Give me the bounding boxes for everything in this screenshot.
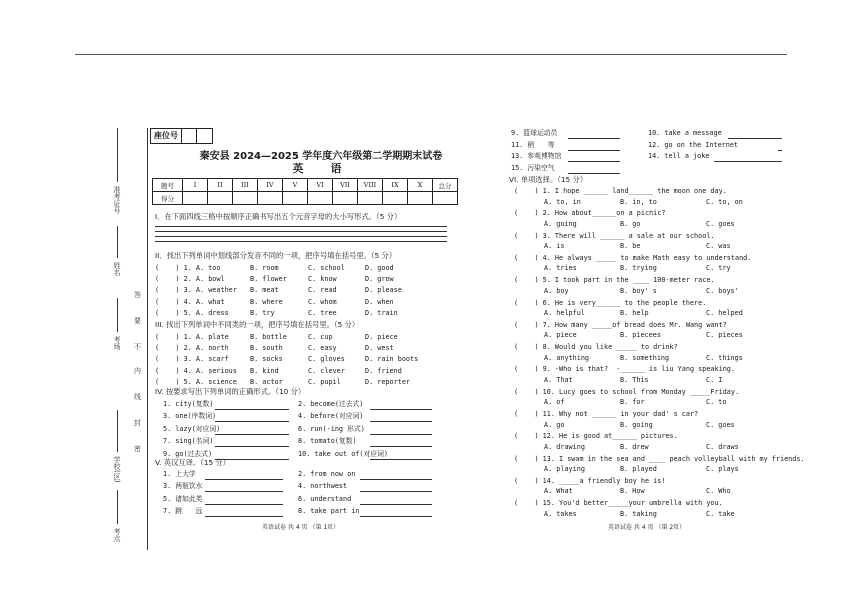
answer-blank[interactable] (370, 421, 432, 422)
seat-number-box (150, 128, 213, 144)
choice-question: ( ) 13. I swam in the sea and ____ peach volleyball with my friends. (514, 454, 805, 463)
choice-question: ( ) 2. How about______on a picnic? (514, 209, 666, 218)
translation-item: 3. 两瓶饮水 (163, 482, 203, 491)
seal-char: 内 (134, 367, 141, 375)
question-item: ( ) 5. A. science (155, 377, 237, 386)
score-cell[interactable] (183, 192, 208, 205)
answer-blank[interactable] (370, 409, 432, 410)
translation-item: 14. tell a joke (648, 152, 710, 161)
question-item: ( ) 2. A. bowl (155, 275, 225, 284)
choice-option[interactable]: C. to, on (706, 197, 743, 206)
option-item: C. tree (308, 308, 337, 317)
word-form-item: 5. lazy(对应词) (163, 424, 221, 433)
choice-option[interactable]: B. drew (620, 442, 649, 451)
choice-option[interactable]: C. was (706, 242, 731, 251)
option-item: B. kind (250, 366, 279, 375)
choice-option[interactable]: C. to (706, 398, 727, 407)
option-item: D. train (365, 308, 398, 317)
answer-blank[interactable] (360, 516, 432, 517)
choice-option[interactable]: C. plays (706, 465, 739, 474)
question-item: ( ) 3. A. scarf (155, 355, 229, 364)
score-header-row (153, 179, 458, 192)
choice-option[interactable]: B. for (620, 398, 645, 407)
word-form-item: 7. sing(名词) (163, 437, 214, 446)
choice-option[interactable]: A. of (544, 398, 565, 407)
question-item: ( ) 2. A. north (155, 344, 229, 353)
score-header-cell: V (283, 179, 308, 192)
answer-blank[interactable] (360, 504, 432, 505)
option-item: D. reporter (365, 377, 411, 386)
exam-number-label: 准考证号 (113, 186, 121, 214)
choice-question: ( ) 3. There will ______ a sale at our school. (514, 231, 715, 240)
score-header-cell: IX (383, 179, 408, 192)
answer-blank[interactable] (205, 504, 283, 505)
exam-number-line (117, 128, 118, 182)
choice-option[interactable]: A. drawing (544, 442, 585, 451)
translation-item: 1. 上大学 (163, 470, 196, 478)
answer-blank[interactable] (370, 434, 432, 435)
option-item: B. actor (250, 377, 283, 386)
score-row-label: 得分 (153, 192, 183, 205)
option-item: D. grow (365, 275, 394, 284)
score-cell[interactable] (408, 192, 433, 205)
choice-question: ( ) 1. I hope ______ land______ the moon one day. (514, 187, 727, 195)
score-cell[interactable] (233, 192, 258, 205)
score-cell[interactable] (283, 192, 308, 205)
answer-blank[interactable] (205, 516, 283, 517)
four-line-grid-line (155, 231, 447, 232)
seal-char: 封 (134, 419, 141, 427)
seat-cell[interactable] (182, 129, 197, 143)
answer-blank[interactable] (360, 491, 432, 492)
section-6-heading: VI. 单项选择。（15 分） (509, 175, 588, 184)
name-line (117, 226, 118, 258)
option-item: B. try (250, 308, 275, 317)
option-item: C. pupil (308, 377, 341, 386)
option-item: B. flower (250, 275, 287, 284)
choice-option[interactable]: A. That (544, 375, 573, 384)
translation-item: 8. take part in (298, 507, 360, 516)
name-label: 姓名 (113, 262, 121, 276)
seal-char: 线 (134, 393, 141, 401)
answer-blank[interactable] (568, 138, 620, 139)
option-item: B. where (250, 297, 283, 306)
site-label: 考点 (113, 528, 121, 542)
room-line (117, 298, 118, 332)
option-item: B. socks (250, 355, 283, 364)
choice-option[interactable]: C. helped (706, 309, 743, 317)
answer-blank[interactable] (370, 446, 432, 447)
choice-option[interactable]: A. takes (544, 509, 577, 518)
choice-question: ( ) 5. I took part in the ____ 100-meter race. (514, 276, 715, 285)
subject-title: 英 语 (292, 162, 350, 175)
seal-char: 密 (134, 445, 141, 453)
exam-title: 秦安县 2024—2025 学年度六年级第二学期期末试卷 (199, 151, 443, 162)
school-line (117, 410, 118, 452)
answer-blank[interactable] (568, 150, 620, 151)
choice-option[interactable]: A. piece (544, 331, 577, 340)
score-header-cell: III (233, 179, 258, 192)
binding-line (147, 128, 148, 550)
option-item: D. please (365, 286, 402, 295)
answer-blank[interactable] (360, 479, 432, 480)
question-item: ( ) 4. A. serious (155, 366, 237, 375)
word-form-item: 8. tomato(复数) (298, 437, 357, 446)
choice-question: ( ) 9. -Who is that? -______ is liu Yang speaking. (514, 365, 735, 374)
option-item: C. cup (308, 333, 333, 341)
choice-option[interactable]: B. go (620, 219, 641, 228)
answer-blank[interactable] (728, 138, 782, 139)
choice-option[interactable]: B. How (620, 487, 645, 496)
school-label: 学校(区) (113, 456, 121, 483)
choice-option[interactable]: B. in, to (620, 197, 657, 206)
choice-option[interactable]: A. going (544, 219, 577, 228)
top-rule (75, 54, 787, 55)
choice-option[interactable]: B. going (620, 420, 653, 429)
option-item: C. read (308, 286, 337, 295)
choice-option[interactable]: C. goes (706, 420, 735, 429)
option-item: C. school (308, 264, 345, 272)
four-line-grid-line (155, 226, 447, 227)
word-form-item: 10. take out of(对应词) (298, 449, 388, 458)
answer-blank[interactable] (215, 434, 289, 435)
seat-cell[interactable] (197, 129, 212, 143)
choice-option[interactable]: C. draws (706, 442, 739, 451)
choice-option[interactable]: A. anything (544, 353, 590, 362)
score-header-cell: IV (258, 179, 283, 192)
option-item: D. piece (365, 333, 398, 341)
choice-question: ( ) 4. He always _____ to make Math easy to understand. (514, 253, 752, 262)
option-item: D. rain boots (365, 355, 419, 364)
site-line (117, 490, 118, 524)
score-header-cell: VI (308, 179, 333, 192)
score-cell[interactable] (308, 192, 333, 205)
translation-item: 6. understand (298, 494, 352, 503)
choice-option[interactable]: C. Who (706, 487, 731, 496)
answer-blank[interactable] (568, 173, 620, 174)
choice-question: ( ) 6. He is very______ to the people there. (514, 298, 707, 307)
score-header-cell: X (408, 179, 433, 192)
choice-option[interactable]: C. goes (706, 219, 735, 228)
choice-option[interactable]: C. pieces (706, 331, 743, 340)
word-form-item: 6. run(-ing 形式) (298, 424, 365, 433)
option-item: B. meat (250, 286, 279, 295)
score-cell[interactable] (333, 192, 358, 205)
score-row (153, 192, 458, 205)
section-4-heading: IV. 按要求写出下列单词的正确形式。（10 分） (155, 387, 306, 396)
word-form-item: 2. become(过去式) (298, 400, 364, 408)
choice-option[interactable]: B. This (620, 375, 649, 384)
question-item: ( ) 4. A. what (155, 297, 225, 306)
section-2-heading: II．找出下列单词中划线部分发音不同的一项，把序号填在括号里。（5 分） (155, 251, 397, 260)
question-item: ( ) 1. A. plate (155, 333, 229, 341)
choice-option[interactable]: C. things (706, 353, 743, 362)
score-header-cell: 总分 (433, 179, 458, 192)
score-cell[interactable] (358, 192, 383, 205)
choice-question: ( ) 12. He is good at______ pictures. (514, 432, 678, 441)
score-cell[interactable] (208, 192, 233, 205)
choice-option[interactable]: B. played (620, 465, 657, 474)
four-line-grid-line (155, 241, 447, 242)
score-header-cell: VIII (358, 179, 383, 192)
option-item: B. south (250, 344, 283, 353)
choice-question: ( ) 11. Why not ______ in your dad' s car? (514, 410, 699, 418)
choice-option[interactable]: A. to, in (544, 197, 581, 206)
option-item: C. easy (308, 344, 337, 353)
translation-item: 13. 参观博物馆 (511, 152, 562, 161)
option-item: D. good (365, 264, 394, 272)
answer-blank[interactable] (215, 421, 289, 422)
page-footer-right: 英语试卷 共 4 页 （第 2页） (608, 524, 686, 531)
choice-option[interactable]: A. go (544, 420, 565, 429)
choice-option[interactable]: B. something (620, 353, 670, 362)
option-item: D. when (365, 297, 394, 306)
page-footer-left: 英语试卷 共 4 页 （第 1页） (262, 524, 340, 531)
option-item: C. gloves (308, 355, 345, 364)
choice-option[interactable]: B. trying (620, 264, 657, 273)
four-line-grid-line (155, 236, 447, 237)
score-header-cell: II (208, 179, 233, 192)
choice-option[interactable]: A. What (544, 487, 573, 496)
score-header-cell: VII (333, 179, 358, 192)
translation-item: 11. 稍 等 (511, 140, 555, 149)
choice-option[interactable]: C. I (706, 375, 723, 384)
option-item: C. whom (308, 297, 337, 306)
translation-item: 5. 诸如此类 (163, 494, 203, 503)
translation-item: 15. 污染空气 (511, 163, 555, 172)
choice-option[interactable]: A. playing (544, 465, 585, 474)
choice-option[interactable]: A. tries (544, 264, 577, 273)
choice-question: ( ) 10. Lucy goes to school from Monday _____Friday. (514, 387, 740, 396)
choice-option[interactable]: B. taking (620, 509, 657, 518)
choice-option[interactable]: A. boy (544, 286, 569, 295)
choice-option[interactable]: A. is (544, 242, 565, 251)
answer-blank[interactable] (568, 161, 620, 162)
translation-item: 9. 篮球运动员 (511, 129, 558, 137)
seal-char: 不 (134, 343, 141, 351)
choice-option[interactable]: B. help (620, 309, 649, 317)
choice-question: ( ) 15. You'd better_____your umbrella with you. (514, 499, 723, 508)
score-header-cell: 题号 (153, 179, 183, 192)
answer-blank[interactable] (370, 459, 432, 460)
choice-option[interactable]: C. take (706, 509, 735, 518)
option-item: D. west (365, 344, 394, 353)
word-form-item: 9. go(过去式) (163, 449, 213, 458)
answer-blank[interactable] (714, 161, 782, 162)
score-cell[interactable] (383, 192, 408, 205)
score-table (152, 178, 458, 205)
seat-number-label: 座位号 (151, 129, 182, 143)
room-label: 考场 (113, 336, 121, 350)
answer-blank[interactable] (215, 446, 289, 447)
seal-char: 答 (134, 291, 141, 299)
answer-blank[interactable] (215, 409, 289, 410)
section-1-heading: I．在下面四线三格中按顺序正确书写出五个元音字母的大小写形式。（5 分） (155, 212, 402, 221)
section-3-heading: III. 找出下列单词中不同类的一项，把序号填在括号里。（5 分） (155, 320, 360, 329)
answer-blank[interactable] (205, 491, 283, 492)
option-item: B. bottle (250, 333, 287, 341)
choice-option[interactable]: B. boy' s (620, 286, 657, 295)
translation-item: 4. northwest (298, 482, 348, 491)
question-item: ( ) 5. A. dress (155, 308, 229, 317)
translation-item: 12. go on the Internet (648, 140, 739, 149)
word-form-item: 3. one(序数词) (163, 412, 217, 421)
question-item: ( ) 1. A. too (155, 264, 221, 272)
choice-option[interactable]: B. piecees (620, 331, 661, 340)
option-item: B. room (250, 264, 279, 272)
question-item: ( ) 3. A. weather (155, 286, 237, 295)
seal-char: 要 (134, 317, 141, 325)
option-item: C. know (308, 275, 337, 284)
score-cell[interactable] (433, 192, 458, 205)
choice-option[interactable]: B. be (620, 242, 641, 251)
choice-option[interactable]: C. try (706, 264, 731, 273)
choice-question: ( ) 8. Would you like _____ to drink? (514, 343, 678, 352)
choice-question: ( ) 7. How many _____of bread does Mr. Wang want? (514, 320, 727, 329)
answer-blank[interactable] (778, 150, 782, 151)
word-form-item: 1. city(复数) (163, 400, 214, 408)
choice-question: ( ) 14. _____a friendly boy he is! (514, 476, 666, 485)
translation-item: 2. from now on (298, 470, 356, 478)
translation-item: 7. 跳 远 (163, 507, 203, 516)
option-item: D. friend (365, 366, 402, 375)
translation-item: 10. take a message (648, 129, 722, 137)
section-5-heading: V. 英汉互译。（15 分） (155, 458, 231, 467)
choice-option[interactable]: C. boys' (706, 286, 739, 295)
score-cell[interactable] (258, 192, 283, 205)
answer-blank[interactable] (205, 479, 283, 480)
score-header-cell: I (183, 179, 208, 192)
word-form-item: 4. before(对应词) (298, 412, 364, 421)
choice-option[interactable]: A. helpful (544, 309, 585, 317)
option-item: C. clever (308, 366, 345, 375)
